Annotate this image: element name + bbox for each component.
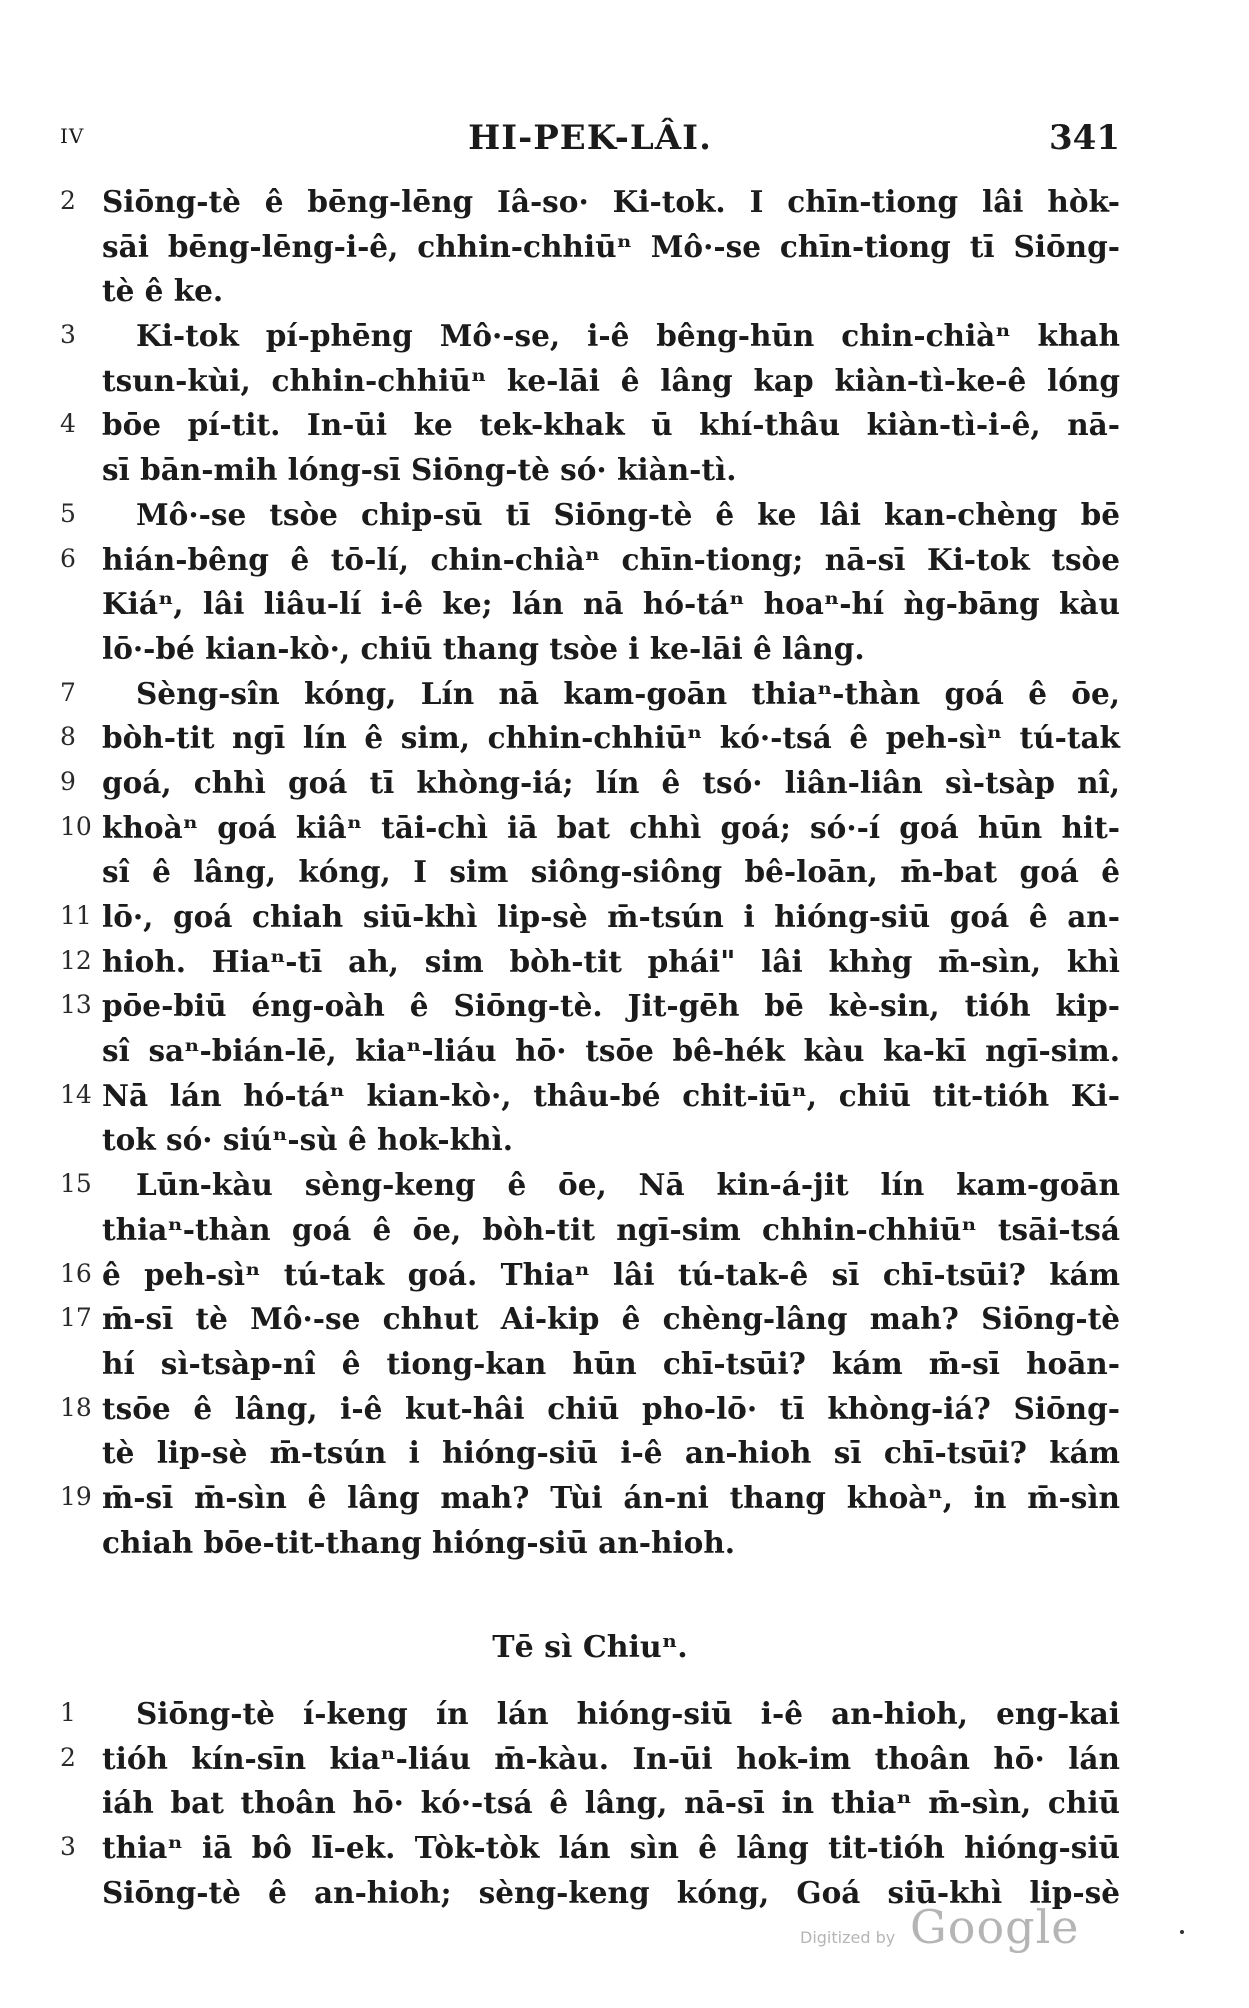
line-text: ê peh-sìⁿ tú-tak goá. Thiaⁿ lâi tú-tak-ê sī chī-tsūi? kám (102, 1256, 1120, 1292)
verse-number: 8 (60, 722, 76, 752)
line-text: Lūn-kàu sèng-keng ê ōe, Nā kin-á-jit lín kam-goān (136, 1167, 1120, 1203)
text-line (60, 984, 1120, 1029)
verse-number: 6 (60, 543, 76, 573)
text-line (60, 1208, 1120, 1253)
text-line (60, 582, 1120, 627)
text-line (60, 1737, 1120, 1782)
verse-number: 16 (60, 1258, 92, 1288)
line-text: bōe pí-tit. In-ūi ke tek-khak ū khí-thâu kiàn-tì-i-ê, nā- (102, 407, 1120, 443)
line-text: tsōe ê lâng, i-ê kut-hâi chiū pho-lō· tī khòng-iá? Siōng- (102, 1390, 1120, 1426)
line-text: tè ê ke. (102, 273, 224, 309)
text-line (60, 806, 1120, 851)
verse-number: 2 (60, 186, 76, 215)
text-line (60, 627, 1120, 672)
line-text: tè lip-sè m̄-tsún i hióng-siū i-ê an-hioh sī chī-tsūi? kám (102, 1435, 1120, 1471)
line-text: bòh-tit ngī lín ê sim, chhin-chhiūⁿ kó·-tsá ê peh-sìⁿ tú-tak (102, 720, 1120, 756)
page-header (60, 118, 1120, 168)
line-text: Siōng-tè ê bēng-lēng Iâ-so· Ki-tok. I chīn-tiong lâi hòk- (102, 184, 1120, 219)
text-line (60, 538, 1120, 583)
text-line (60, 448, 1120, 493)
ink-speck (1180, 1930, 1184, 1934)
digitized-watermark (800, 1900, 1100, 1960)
text-line (60, 1826, 1120, 1871)
line-text: goá, chhì goá tī khòng-iá; lín ê tsó· liân-liân sì-tsàp nî, (102, 764, 1120, 800)
verse-number: 11 (60, 901, 92, 930)
text-line (60, 1387, 1120, 1432)
line-text: pōe-biū éng-oàh ê Siōng-tè. Jit-gēh bē kè-sin, tióh kip- (102, 988, 1120, 1024)
text-line (60, 1074, 1120, 1119)
verse-number: 12 (60, 945, 92, 975)
line-text: thiaⁿ iā bô lī-ek. Tòk-tòk lán sìn ê lâng tit-tióh hióng-siū (102, 1830, 1120, 1866)
text-block-chapter-4 (60, 1692, 1120, 1915)
text-line (60, 1297, 1120, 1342)
line-text: sāi bēng-lēng-i-ê, chhin-chhiūⁿ Mô·-se chīn-tiong tī Siōng- (102, 228, 1120, 264)
verse-number: 14 (60, 1079, 92, 1109)
line-text: Sèng-sîn kóng, Lín nā kam-goān thiaⁿ-thàn goá ê ōe, (136, 675, 1120, 711)
verse-number: 4 (60, 409, 76, 439)
text-line (60, 850, 1120, 895)
text-line (60, 1253, 1120, 1298)
text-line (60, 1781, 1120, 1826)
text-line (60, 895, 1120, 940)
text-line (60, 1476, 1120, 1521)
line-text: iáh bat thoân hō· kó·-tsá ê lâng, nā-sī in thiaⁿ m̄-sìn, chiū (102, 1785, 1120, 1821)
verse-number: 19 (60, 1481, 92, 1511)
verse-number: 13 (60, 990, 92, 1020)
verse-number: 18 (60, 1392, 92, 1422)
verse-number: 5 (60, 498, 76, 528)
line-text: hián-bêng ê tō-lí, chin-chiàⁿ chīn-tiong; nā-sī Ki-tok tsòe (102, 541, 1120, 577)
line-text: Siōng-tè í-keng ín lán hióng-siū i-ê an-hioh, eng-kai (136, 1696, 1120, 1731)
line-text: Nā lán hó-táⁿ kian-kò·, thâu-bé chit-iūⁿ, chiū tit-tióh Ki- (102, 1077, 1120, 1113)
verse-number: 7 (60, 677, 76, 707)
text-line (60, 1029, 1120, 1074)
verse-number: 2 (60, 1742, 76, 1772)
line-text: tok só· siúⁿ-sù ê hok-khì. (102, 1122, 513, 1158)
text-line (60, 940, 1120, 985)
digitized-by-text: Digitized by (800, 1928, 896, 1947)
line-text: thiaⁿ-thàn goá ê ōe, bòh-tit ngī-sim chhin-chhiūⁿ tsāi-tsá (102, 1211, 1120, 1247)
line-text: sī bān-mih lóng-sī Siōng-tè só· kiàn-tì. (102, 452, 737, 488)
text-line (60, 1118, 1120, 1163)
line-text: tsun-kùi, chhin-chhiūⁿ ke-lāi ê lâng kap kiàn-tì-ke-ê lóng (102, 362, 1120, 398)
text-line (60, 403, 1120, 448)
verse-number: 3 (60, 320, 76, 350)
chapter-heading: Tē sì Chiuⁿ. (492, 1630, 688, 1665)
chapter-roman-numeral: IV (60, 124, 85, 148)
line-text: sî ê lâng, kóng, I sim siông-siông bê-loān, m̄-bat goá ê (102, 854, 1120, 890)
line-text: sî saⁿ-bián-lē, kiaⁿ-liáu hō· tsōe bê-hék kàu ka-kī ngī-sim. (102, 1033, 1120, 1069)
line-text: Siōng-tè ê an-hioh; sèng-keng kóng, Goá siū-khì lip-sè (102, 1874, 1120, 1910)
line-text: m̄-sī m̄-sìn ê lâng mah? Tùi án-ni thang khoàⁿ, in m̄-sìn (102, 1479, 1120, 1515)
line-text: Kiáⁿ, lâi liâu-lí i-ê ke; lán nā hó-táⁿ hoaⁿ-hí ǹg-bāng kàu (102, 586, 1120, 622)
line-text: hioh. Hiaⁿ-tī ah, sim bòh-tit phái" lâi khǹg m̄-sìn, khì (102, 943, 1120, 979)
line-text: khoàⁿ goá kiâⁿ tāi-chì iā bat chhì goá; só·-í goá hūn hit- (102, 809, 1120, 845)
text-line (60, 269, 1120, 314)
text-line (60, 716, 1120, 761)
text-line (60, 1163, 1120, 1208)
line-text: m̄-sī tè Mô·-se chhut Ai-kip ê chèng-lâng mah? Siōng-tè (102, 1301, 1120, 1337)
page-number: 341 (1049, 118, 1120, 158)
line-text: hí sì-tsàp-nî ê tiong-kan hūn chī-tsūi? kám m̄-sī hoān- (102, 1345, 1120, 1381)
text-line (60, 1342, 1120, 1387)
text-line (60, 1521, 1120, 1566)
verse-number: 1 (60, 1698, 76, 1727)
line-text: Mô·-se tsòe chip-sū tī Siōng-tè ê ke lâi kan-chèng bē (136, 496, 1120, 532)
line-text: lō·, goá chiah siū-khì lip-sè m̄-tsún i hióng-siū goá ê an- (102, 899, 1120, 934)
verse-number: 17 (60, 1303, 92, 1333)
line-text: tióh kín-sīn kiaⁿ-liáu m̄-kàu. In-ūi hok-im thoân hō· lán (102, 1740, 1120, 1776)
verse-number: 9 (60, 766, 76, 796)
verse-number: 3 (60, 1832, 76, 1862)
text-line (60, 1692, 1120, 1737)
text-line (60, 672, 1120, 717)
line-text: lō·-bé kian-kò·, chiū thang tsòe i ke-lāi ê lâng. (102, 630, 865, 666)
text-line (60, 493, 1120, 538)
text-line (60, 225, 1120, 270)
text-line (60, 1431, 1120, 1476)
line-text: Ki-tok pí-phēng Mô·-se, i-ê bêng-hūn chin-chiàⁿ khah (136, 318, 1120, 354)
text-line (60, 761, 1120, 806)
text-line (60, 180, 1120, 225)
verse-number: 15 (60, 1169, 92, 1199)
verse-number: 10 (60, 811, 92, 841)
text-line (60, 359, 1120, 404)
running-title: HI-PEK-LÂI. (468, 118, 712, 158)
text-block-chapter-3 (60, 180, 1120, 1565)
line-text: chiah bōe-tit-thang hióng-siū an-hioh. (102, 1524, 736, 1560)
google-logo: Google (910, 1900, 1080, 1954)
text-line (60, 314, 1120, 359)
